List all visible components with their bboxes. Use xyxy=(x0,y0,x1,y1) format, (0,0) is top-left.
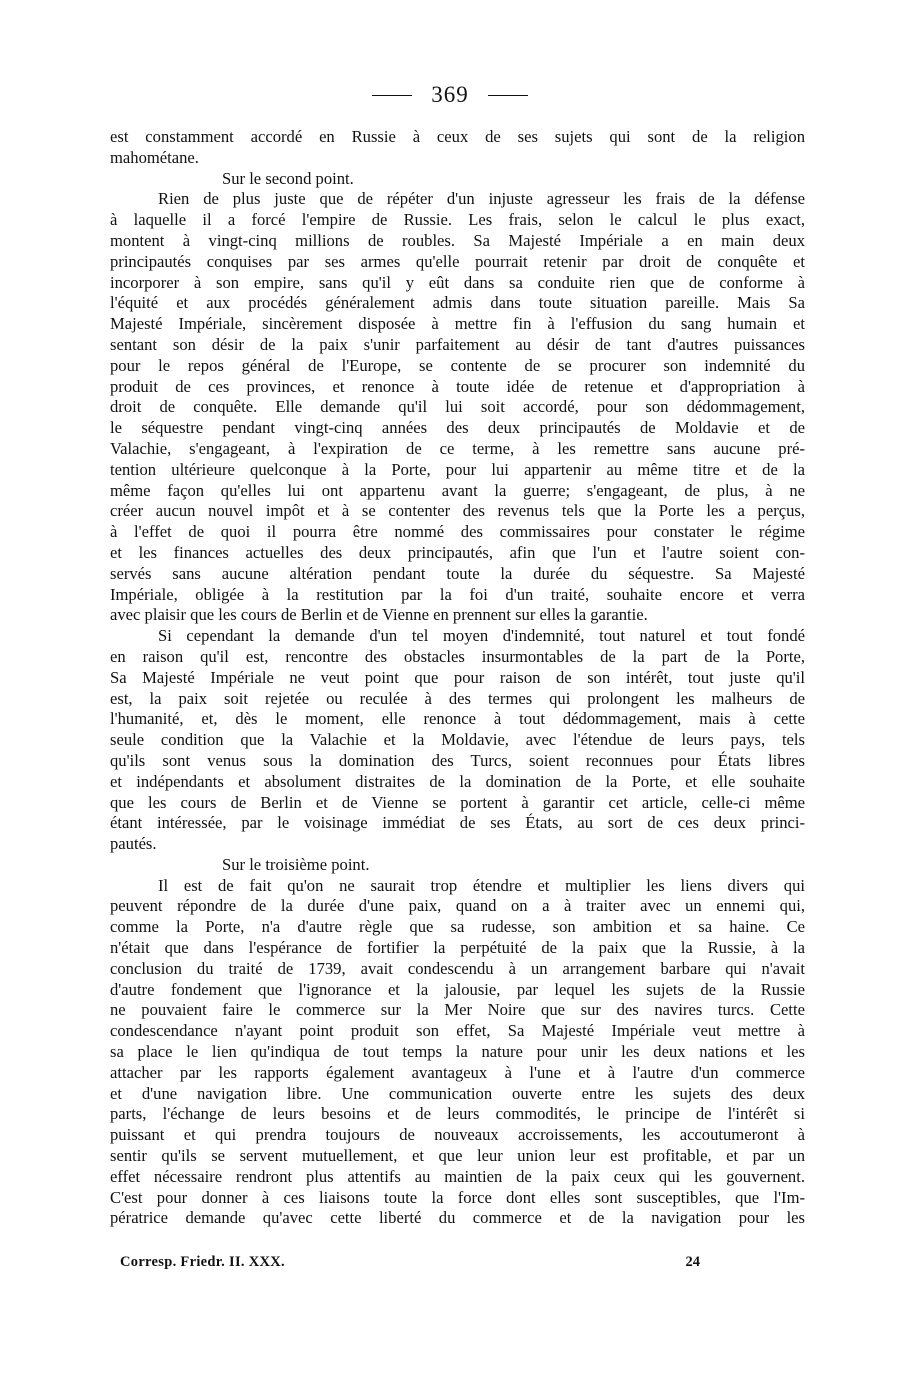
text-line: Sa Majesté Impériale ne veut point que pour raison de son intérêt, tout juste qu'il xyxy=(110,667,805,687)
text-line: et indépendants et absolument distraites de la domination de la Porte, et elle souhaite xyxy=(110,771,805,791)
page-footer xyxy=(120,1254,700,1276)
text-line: en raison qu'il est, rencontre des obstacles insurmontables de la part de la Porte, xyxy=(110,646,805,666)
text-line: Il est de fait qu'on ne saurait trop étendre et multiplier les liens divers qui xyxy=(158,875,805,895)
text-line: est, la paix soit rejetée ou reculée à des termes qui prolongent les malheurs de xyxy=(110,688,805,708)
text-line: Impériale, obligée à la restitution par la foi d'un traité, souhaite encore et verra xyxy=(110,584,805,604)
text-line: peuvent répondre de la durée d'une paix, quand on a à traiter avec un ennemi qui, xyxy=(110,896,805,916)
text-line: principautés conquises par ses armes qu'elle pourrait retenir par droit de conquête et xyxy=(110,251,805,271)
text-line: d'autre fondement que l'ignorance et la jalousie, par lequel les sujets de la Russie xyxy=(110,979,805,999)
text-line: Majesté Impériale, sincèrement disposée à mettre fin à l'effusion du sang humain et xyxy=(110,314,805,334)
text-line: pautés. xyxy=(110,834,157,854)
text-line: Valachie, s'engageant, à l'expiration de ce terme, à les remettre sans aucune pré- xyxy=(110,438,805,458)
text-line: tention ultérieure quelconque à la Porte, pour lui appartenir au même titre et de la xyxy=(110,459,805,479)
section-heading: Sur le second point. xyxy=(222,168,354,188)
text-line: à l'effet de quoi il pourra être nommé des commissaires pour constater le régime xyxy=(110,522,805,542)
text-line: mahométane. xyxy=(110,147,199,167)
text-line: effet nécessaire rendront plus attentifs au maintien de la paix ceux qui les gouvernent. xyxy=(110,1166,805,1186)
header-rule-left xyxy=(372,95,412,96)
text-line: pératrice demande qu'avec cette liberté du commerce et de la navigation pour les xyxy=(110,1208,805,1228)
text-line: incorporer à son empire, sans qu'il y eût dans sa conduite rien que de conforme à xyxy=(110,272,805,292)
text-line: est constamment accordé en Russie à ceux de ses sujets qui sont de la religion xyxy=(110,127,805,146)
text-line: étant intéressée, par le voisinage immédiat de ses États, au sort de ces deux princi- xyxy=(110,813,805,833)
text-line: l'équité et aux procédés généralement admis dans toute situation pareille. Mais Sa xyxy=(110,293,805,313)
text-line: comme la Porte, n'a d'autre règle que sa rudesse, son ambition et sa haine. Ce xyxy=(110,917,805,937)
text-line: pour le repos général de l'Europe, se contente de se procurer son indemnité du xyxy=(110,355,805,375)
page-number: 369 xyxy=(431,82,469,107)
text-line: sentir qu'ils se servent mutuellement, et que leur union leur est profitable, et par un xyxy=(110,1146,805,1166)
text-line: sentant son désir de la paix s'unir parfaitement au désir de tant d'autres puissances xyxy=(110,334,805,354)
text-line: parts, l'échange de leurs besoins et de leurs commodités, le principe de l'intérêt si xyxy=(110,1104,805,1124)
header-rule-right xyxy=(488,95,528,96)
page-header xyxy=(0,82,900,112)
text-line: sa place le lien qu'indiqua de tout temps la nature pour unir les deux nations et les xyxy=(110,1042,805,1062)
text-line: l'humanité, et, dès le moment, elle renonce à tout dédommagement, mais à cette xyxy=(110,709,805,729)
text-line: à laquelle il a forcé l'empire de Russie. Les frais, selon le calcul le plus exact, xyxy=(110,210,805,230)
text-line: Si cependant la demande d'un tel moyen d'indemnité, tout naturel et tout fondé xyxy=(158,626,805,646)
text-line: le séquestre pendant vingt-cinq années des deux principautés de Moldavie et de xyxy=(110,418,805,438)
text-line: et d'une navigation libre. Une communication ouverte entre les sujets des deux xyxy=(110,1083,805,1103)
text-line: n'était que dans l'espérance de fortifier la perpétuité de la paix que la Russie, à la xyxy=(110,938,805,958)
section-heading: Sur le troisième point. xyxy=(222,854,370,874)
footer-sheet-number: 24 xyxy=(685,1254,700,1270)
body-text xyxy=(110,127,805,1229)
footer-signature: Corresp. Friedr. II. XXX. xyxy=(120,1254,285,1270)
text-line: que les cours de Berlin et de Vienne se portent à garantir cet article, celle-ci même xyxy=(110,792,805,812)
text-line: droit de conquête. Elle demande qu'il lui soit accordé, pour son dédommagement, xyxy=(110,397,805,417)
text-line: montent à vingt-cinq millions de roubles. Sa Majesté Impériale a en main deux xyxy=(110,230,805,250)
text-line: condescendance n'ayant point produit son effet, Sa Majesté Impériale veut mettre à xyxy=(110,1021,805,1041)
text-line: et les finances actuelles des deux principautés, afin que l'un et l'autre soient con- xyxy=(110,542,805,562)
text-line: produit de ces provinces, et renonce à toute idée de retenue et d'appropriation à xyxy=(110,376,805,396)
text-line: même façon qu'elles lui ont appartenu avant la guerre; s'engageant, de plus, à ne xyxy=(110,480,805,500)
text-line: seule condition que la Valachie et la Moldavie, avec l'étendue de leurs pays, tels xyxy=(110,730,805,750)
text-line: conclusion du traité de 1739, avait condescendu à un arrangement barbare qui n'avait xyxy=(110,958,805,978)
text-line: qu'ils sont venus sous la domination des Turcs, soient reconnues pour États libres xyxy=(110,750,805,770)
text-line: C'est pour donner à ces liaisons toute la force dont elles sont susceptibles, que l'Im- xyxy=(110,1187,805,1207)
text-line: servés sans aucune altération pendant toute la durée du séquestre. Sa Majesté xyxy=(110,563,805,583)
text-line: puissant et qui prendra toujours de nouveaux accroissements, les accoutumeront à xyxy=(110,1125,805,1145)
text-line: Rien de plus juste que de répéter d'un injuste agresseur les frais de la défense xyxy=(158,189,805,209)
text-line: attacher par les rapports également avantageux à l'une et à l'autre d'un commerce xyxy=(110,1062,805,1082)
text-line: ne pouvaient faire le commerce sur la Mer Noire que sur des navires turcs. Cette xyxy=(110,1000,805,1020)
text-line: avec plaisir que les cours de Berlin et de Vienne en prennent sur elles la garantie. xyxy=(110,605,648,625)
text-line: créer aucun nouvel impôt et à se contenter des revenus tels que la Porte les a perçus, xyxy=(110,501,805,521)
